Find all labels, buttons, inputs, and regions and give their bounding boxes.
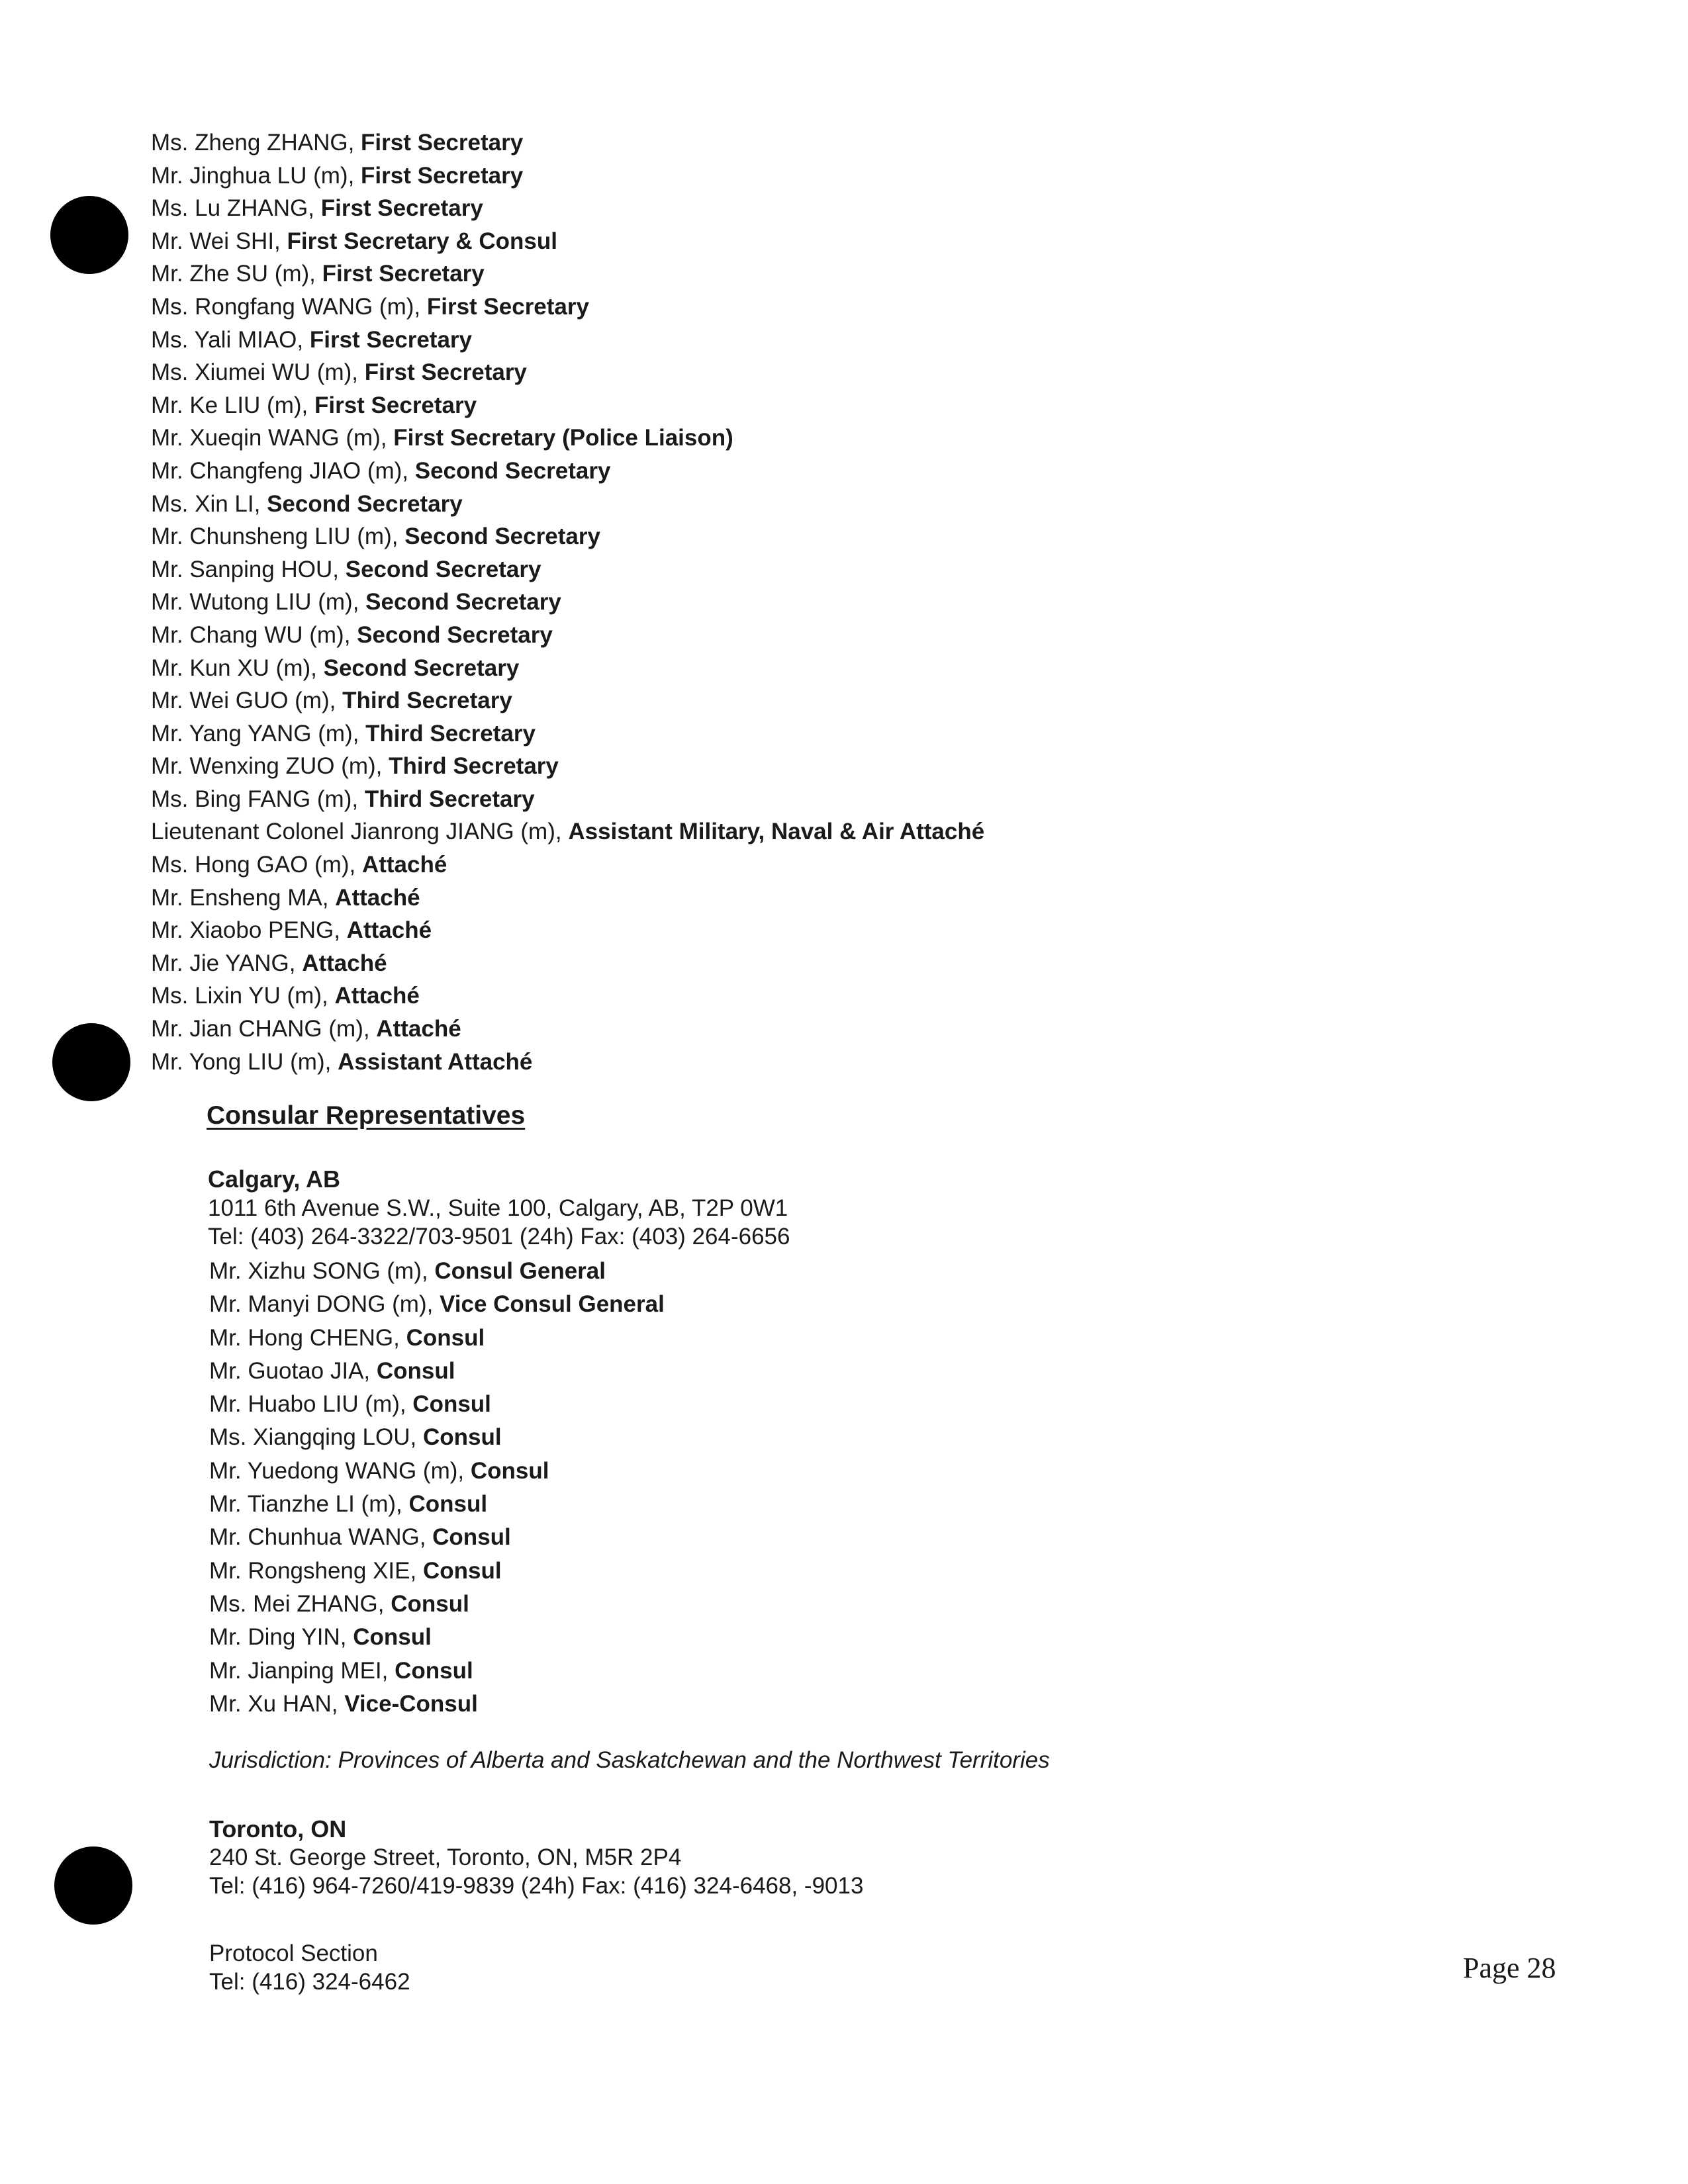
staff-name: Mr. Rongsheng XIE, bbox=[209, 1557, 423, 1584]
staff-title: Attaché bbox=[302, 950, 387, 976]
staff-entry bbox=[151, 389, 984, 422]
protocol-section bbox=[209, 1939, 410, 1996]
staff-entry bbox=[151, 553, 984, 586]
calgary-staff-list bbox=[209, 1255, 665, 1721]
staff-entry bbox=[151, 1046, 984, 1079]
staff-title: Attaché bbox=[361, 852, 447, 878]
staff-entry bbox=[209, 1322, 665, 1355]
staff-name: Mr. Guotao JIA, bbox=[209, 1357, 377, 1384]
staff-name: Mr. Kun XU (m), bbox=[151, 655, 324, 681]
staff-entry bbox=[151, 422, 984, 455]
staff-name: Mr. Ensheng MA, bbox=[151, 884, 336, 911]
staff-title: Attaché bbox=[346, 917, 432, 944]
staff-name: Ms. Lu ZHANG, bbox=[151, 195, 321, 222]
staff-name: Mr. Chang WU (m), bbox=[151, 621, 357, 648]
staff-title: Second Secretary bbox=[404, 523, 600, 550]
staff-name: Mr. Sanping HOU, bbox=[151, 556, 346, 582]
staff-title: First Secretary bbox=[309, 326, 472, 353]
punch-hole bbox=[54, 1846, 132, 1925]
staff-entry bbox=[151, 914, 984, 947]
staff-entry bbox=[151, 652, 984, 685]
staff-title: First Secretary bbox=[361, 162, 524, 189]
staff-title: Second Secretary bbox=[267, 490, 463, 517]
staff-name: Mr. Xizhu SONG (m), bbox=[209, 1258, 435, 1284]
office-city: Toronto, ON bbox=[209, 1815, 347, 1843]
staff-entry bbox=[209, 1288, 665, 1321]
staff-title: Second Secretary bbox=[323, 655, 520, 681]
staff-entry bbox=[151, 717, 984, 751]
staff-title: Second Secretary bbox=[345, 556, 541, 582]
staff-entry bbox=[151, 848, 984, 882]
staff-title: Consul bbox=[432, 1524, 511, 1551]
staff-title: First Secretary bbox=[364, 359, 527, 386]
staff-name: Mr. Xiaobo PENG, bbox=[151, 917, 347, 944]
staff-title: Second Secretary bbox=[357, 621, 553, 648]
staff-name: Ms. Xiumei WU (m), bbox=[151, 359, 365, 386]
staff-name: Mr. Ke LIU (m), bbox=[151, 392, 314, 418]
punch-hole bbox=[52, 1023, 130, 1101]
staff-title: Consul bbox=[412, 1391, 491, 1418]
staff-entry bbox=[151, 979, 984, 1013]
staff-entry bbox=[209, 1255, 665, 1288]
staff-title: First Secretary bbox=[314, 392, 477, 418]
staff-entry bbox=[151, 126, 984, 159]
staff-entry bbox=[209, 1421, 665, 1454]
staff-name: Ms. Lixin YU (m), bbox=[151, 983, 335, 1009]
staff-name: Ms. Hong GAO (m), bbox=[151, 852, 362, 878]
office-phone: Tel: (416) 964-7260/419-9839 (24h) Fax: (416) 324-6468, -9013 bbox=[209, 1873, 864, 1899]
staff-title: Third Secretary bbox=[365, 720, 536, 747]
staff-title: Consul bbox=[395, 1657, 473, 1684]
staff-title: Consul General bbox=[434, 1258, 606, 1284]
staff-title: Attaché bbox=[334, 983, 420, 1009]
protocol-phone: Tel: (416) 324-6462 bbox=[209, 1969, 410, 1995]
staff-name: Ms. Xin LI, bbox=[151, 490, 267, 517]
staff-entry bbox=[209, 1555, 665, 1588]
staff-entry bbox=[151, 520, 984, 553]
staff-name: Mr. Chunhua WANG, bbox=[209, 1524, 433, 1551]
staff-entry bbox=[151, 455, 984, 488]
staff-name: Mr. Xueqin WANG (m), bbox=[151, 425, 394, 451]
staff-entry bbox=[209, 1355, 665, 1388]
staff-entry bbox=[151, 947, 984, 980]
staff-entry bbox=[151, 750, 984, 783]
staff-name: Ms. Zheng ZHANG, bbox=[151, 130, 361, 156]
staff-title: First Secretary (Police Liaison) bbox=[393, 425, 733, 451]
staff-title: Consul bbox=[391, 1590, 469, 1617]
office-address: 1011 6th Avenue S.W., Suite 100, Calgary, AB, T2P 0W1 bbox=[208, 1195, 788, 1221]
staff-entry bbox=[151, 586, 984, 619]
staff-name: Mr. Wutong LIU (m), bbox=[151, 589, 366, 615]
calgary-office bbox=[208, 1165, 790, 1251]
staff-title: First Secretary bbox=[322, 261, 485, 287]
jurisdiction-note: Jurisdiction: Provinces of Alberta and Saskatchewan and the Northwest Territories bbox=[209, 1747, 1050, 1773]
staff-entry bbox=[209, 1388, 665, 1421]
staff-name: Mr. Chunsheng LIU (m), bbox=[151, 523, 405, 550]
staff-entry bbox=[209, 1688, 665, 1721]
office-city: Calgary, AB bbox=[208, 1165, 341, 1193]
staff-title: Vice Consul General bbox=[440, 1291, 665, 1318]
staff-entry bbox=[151, 783, 984, 816]
staff-entry bbox=[151, 815, 984, 848]
staff-entry bbox=[151, 192, 984, 225]
staff-entry bbox=[151, 291, 984, 324]
staff-title: Consul bbox=[422, 1557, 502, 1584]
staff-name: Mr. Hong CHENG, bbox=[209, 1324, 406, 1351]
staff-name: Ms. Bing FANG (m), bbox=[151, 786, 365, 812]
office-address: 240 St. George Street, Toronto, ON, M5R 2P4 bbox=[209, 1844, 682, 1870]
staff-name: Mr. Ding YIN, bbox=[209, 1624, 353, 1651]
staff-title: First Secretary bbox=[361, 130, 524, 156]
staff-name: Mr. Huabo LIU (m), bbox=[209, 1391, 413, 1418]
staff-title: Consul bbox=[353, 1624, 432, 1651]
staff-name: Mr. Jie YANG, bbox=[151, 950, 303, 976]
staff-title: Assistant Attaché bbox=[338, 1048, 533, 1075]
staff-name: Mr. Wei SHI, bbox=[151, 228, 287, 254]
staff-entry bbox=[209, 1521, 665, 1554]
staff-name: Mr. Wei GUO (m), bbox=[151, 688, 343, 714]
staff-title: First Secretary & Consul bbox=[287, 228, 557, 254]
staff-entry bbox=[151, 684, 984, 717]
staff-title: Consul bbox=[408, 1491, 488, 1518]
toronto-office bbox=[209, 1815, 863, 1900]
staff-title: Assistant Military, Naval & Air Attaché bbox=[568, 819, 985, 845]
staff-name: Mr. Wenxing ZUO (m), bbox=[151, 753, 389, 780]
staff-name: Mr. Xu HAN, bbox=[209, 1690, 345, 1717]
staff-name: Mr. Tianzhe LI (m), bbox=[209, 1491, 409, 1518]
staff-entry bbox=[209, 1455, 665, 1488]
staff-name: Mr. Jinghua LU (m), bbox=[151, 162, 361, 189]
staff-title: First Secretary bbox=[426, 293, 589, 320]
staff-name: Ms. Rongfang WANG (m), bbox=[151, 293, 427, 320]
embassy-staff-list bbox=[151, 126, 984, 1078]
punch-hole bbox=[50, 196, 128, 274]
staff-entry bbox=[209, 1588, 665, 1621]
staff-title: Third Secretary bbox=[342, 688, 512, 714]
staff-title: First Secretary bbox=[320, 195, 483, 222]
staff-entry bbox=[151, 882, 984, 915]
staff-title: Third Secretary bbox=[389, 753, 559, 780]
staff-name: Mr. Zhe SU (m), bbox=[151, 261, 322, 287]
staff-entry bbox=[151, 159, 984, 193]
staff-title: Attaché bbox=[376, 1016, 461, 1042]
staff-name: Ms. Mei ZHANG, bbox=[209, 1590, 391, 1617]
staff-entry bbox=[151, 257, 984, 291]
staff-entry bbox=[209, 1655, 665, 1688]
staff-title: Second Secretary bbox=[365, 589, 561, 615]
staff-title: Attaché bbox=[335, 884, 420, 911]
page-number: Page 28 bbox=[1463, 1952, 1556, 1984]
staff-name: Mr. Jianping MEI, bbox=[209, 1657, 395, 1684]
staff-title: Consul bbox=[422, 1424, 502, 1451]
staff-entry bbox=[209, 1621, 665, 1654]
staff-name: Ms. Yali MIAO, bbox=[151, 326, 310, 353]
staff-name: Mr. Changfeng JIAO (m), bbox=[151, 457, 415, 484]
staff-title: Third Secretary bbox=[364, 786, 535, 812]
staff-entry bbox=[151, 356, 984, 389]
staff-title: Vice-Consul bbox=[344, 1690, 478, 1717]
office-phone: Tel: (403) 264-3322/703-9501 (24h) Fax: (403) 264-6656 bbox=[208, 1224, 790, 1250]
staff-name: Lieutenant Colonel Jianrong JIANG (m), bbox=[151, 819, 569, 845]
staff-entry bbox=[151, 324, 984, 357]
staff-entry bbox=[151, 225, 984, 258]
staff-name: Ms. Xiangqing LOU, bbox=[209, 1424, 423, 1451]
staff-title: Consul bbox=[470, 1457, 549, 1484]
staff-entry bbox=[151, 1013, 984, 1046]
staff-entry bbox=[151, 488, 984, 521]
staff-entry bbox=[209, 1488, 665, 1521]
protocol-label: Protocol Section bbox=[209, 1940, 378, 1966]
staff-name: Mr. Yang YANG (m), bbox=[151, 720, 366, 747]
staff-title: Consul bbox=[376, 1357, 455, 1384]
staff-title: Second Secretary bbox=[414, 457, 611, 484]
staff-name: Mr. Manyi DONG (m), bbox=[209, 1291, 440, 1318]
staff-name: Mr. Jian CHANG (m), bbox=[151, 1016, 377, 1042]
section-heading: Consular Representatives bbox=[207, 1101, 526, 1130]
staff-name: Mr. Yuedong WANG (m), bbox=[209, 1457, 471, 1484]
staff-title: Consul bbox=[406, 1324, 485, 1351]
staff-name: Mr. Yong LIU (m), bbox=[151, 1048, 338, 1075]
staff-entry bbox=[151, 619, 984, 652]
